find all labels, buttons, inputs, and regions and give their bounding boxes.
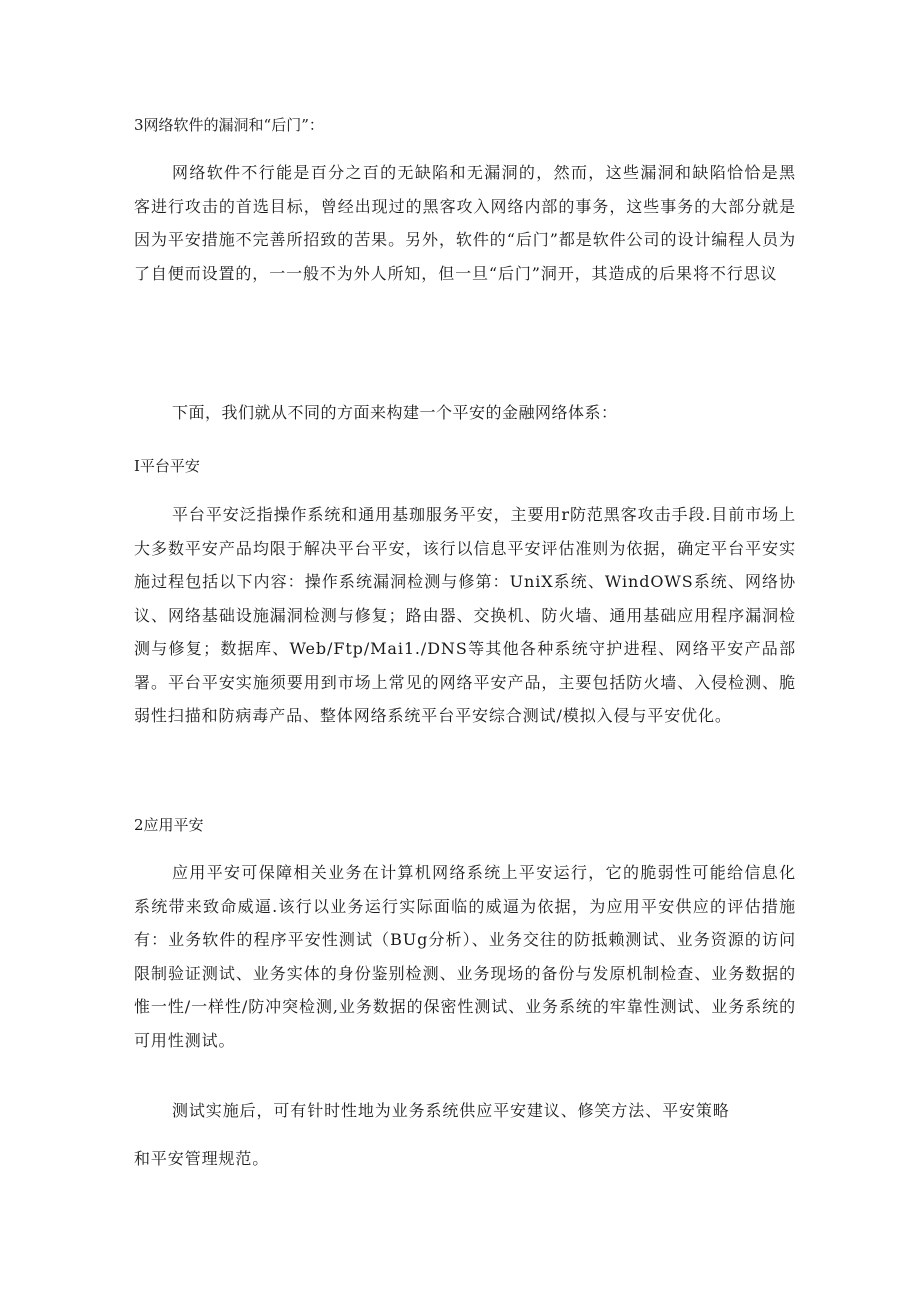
section-1-heading: I平台平安 bbox=[134, 457, 200, 475]
section-3-heading: 3网络软件的漏洞和“后门”： bbox=[134, 116, 324, 134]
section-3-paragraph: 网络软件不行能是百分之百的无缺陷和无漏洞的，然而，这些漏洞和缺陷恰恰是黑客进行攻击的首选目标，曾经出现过的黑客攻入网络内部的事务，这些事务的大部分就是因为平安措施不完善所招致的苦果。另外，软件的“后门”都是软件公司的设计编程人员为了自便而设置的，一一般不为外人所知，但一旦“后门”洞开，其造成的后果将不行思议 bbox=[134, 163, 796, 283]
section-2-paragraph: 应用平安可保障相关业务在计算机网络系统上平安运行，它的脆弱性可能给信息化系统带来致命威逼.该行以业务运行实际面临的威逼为依据，为应用平安供应的评估措施有：业务软件的程序平安性测试（BUg分析）、业务交往的防抵赖测试、业务资源的访问限制验证测试、业务实体的身份鉴别检测、业务现场的备份与发原机制检查、业务数据的惟一性/一样性/防冲突检测,业务数据的保密性测试、业务系统的牢靠性测试、业务系统的可用性测试。 bbox=[134, 863, 796, 1050]
section-2-heading: 2应用平安 bbox=[134, 816, 204, 834]
closing-line-2: 和平安管理规范。 bbox=[134, 1149, 270, 1168]
closing-line-1: 测试实施后，可有针时性地为业务系统供应平安建议、修笑方法、平安策略 bbox=[172, 1101, 730, 1120]
section-1-paragraph: 平台平安泛指操作系统和通用基珈服务平安，主要用r防范黑客攻击手段.目前市场上大多数平安产品均限于解决平台平安，该行以信息平安评估准则为依据，确定平台平安实施过程包括以下内容：操作系统漏洞检测与修第：UniX系统、WindOWS系统、网络协议、网络基础设施漏洞检测与修复；路由器、交换机、防火墙、通用基础应用程序漏洞检测与修复；数据库、Web/Ftp/Mai1./DNS等其他各种系统守护进程、网络平安产品部署。平台平安实施须要用到市场上常见的网络平安产品，主要包括防火墙、入侵检测、脆弱性扫描和防病毒产品、整体网络系统平台平安综合测试/模拟入侵与平安优化。 bbox=[134, 505, 796, 725]
intro-line: 下面，我们就从不同的方面来构建一个平安的金融网络体系： bbox=[172, 403, 618, 422]
